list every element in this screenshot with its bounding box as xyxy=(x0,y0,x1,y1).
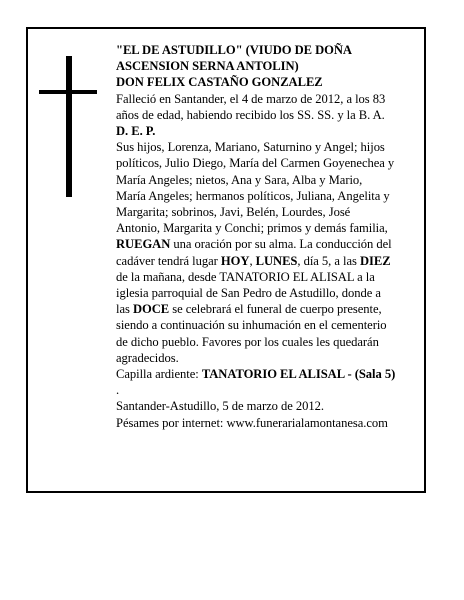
comma-sep: , xyxy=(249,253,256,268)
closing-line-2: de dicho pueblo. Favores por los cuales les quedarán xyxy=(116,334,379,349)
las-text: las xyxy=(116,302,133,317)
family-line-4: María Angeles; hermanos políticos, Juliana, Angelita y xyxy=(116,188,390,203)
death-statement xyxy=(116,91,422,123)
obituary-frame xyxy=(26,27,426,493)
pesames-line: Pésames por internet: www.funerarialamontanesa.com xyxy=(116,415,388,430)
closing-line-1: siendo a continuación su inhumación en el cementerio xyxy=(116,318,387,333)
family-line-2: políticos, Julio Diego, María del Carmen Goyenechea y xyxy=(116,156,395,171)
dia-text: , día 5, a las xyxy=(297,253,360,268)
family-line-3: María Angeles; nietos, Ana y Sara, Alba y Mario, xyxy=(116,172,363,187)
death-line-1: Falleció en Santander, el 4 de marzo de 2012, a los 83 xyxy=(116,91,386,106)
family-line-6: Antonio, Margarita y Conchi; primos y demás familia, xyxy=(116,221,388,236)
capilla-paragraph xyxy=(116,366,422,398)
capilla-dot: . xyxy=(116,383,120,398)
lunes-word: LUNES xyxy=(255,253,298,268)
deceased-name: DON FELIX CASTAÑO GONZALEZ xyxy=(116,75,323,90)
ruegan-word: RUEGAN xyxy=(116,237,171,252)
obituary-header xyxy=(116,42,422,91)
header-line-1: "EL DE ASTUDILLO" (VIUDO DE DOÑA xyxy=(116,43,352,57)
closing-line-3: agradecidos. xyxy=(116,350,179,365)
family-line-1: Sus hijos, Lorenza, Mariano, Saturnino y Angel; hijos xyxy=(116,140,385,155)
header-line-2: ASCENSION SERNA ANTOLIN) xyxy=(116,59,299,74)
doce-rest: se celebrará el funeral de cuerpo presente, xyxy=(169,302,382,317)
capilla-value: TANATORIO EL ALISAL - (Sala 5) xyxy=(201,367,396,382)
diez-word: DIEZ xyxy=(359,253,391,268)
ruegan-rest: una oración por su alma. La conducción del xyxy=(170,237,392,252)
conduction-line xyxy=(116,253,422,269)
dep-heading: D. E. P. xyxy=(116,124,156,139)
cross-arm xyxy=(39,90,97,94)
capilla-line xyxy=(116,366,422,382)
family-paragraph xyxy=(116,139,422,366)
place-date: Santander-Astudillo, 5 de marzo de 2012. xyxy=(116,399,324,414)
obituary-text xyxy=(116,42,422,431)
family-line-5: Margarita; sobrinos, Javi, Belén, Lourdes, José xyxy=(116,205,351,220)
morning-line-1: de la mañana, desde TANATORIO EL ALISAL a la xyxy=(116,269,375,284)
cross-icon xyxy=(66,56,72,197)
conduction-text: cadáver tendrá lugar xyxy=(116,253,221,268)
death-line-2: años de edad, habiendo recibido los SS. SS. y la B. A. xyxy=(116,107,385,122)
doce-line xyxy=(116,301,422,317)
doce-word: DOCE xyxy=(132,302,170,317)
capilla-label: Capilla ardiente: xyxy=(116,367,202,382)
ruegan-line xyxy=(116,236,422,252)
morning-line-2: iglesia parroquial de San Pedro de Astudillo, donde a xyxy=(116,286,381,301)
hoy-word: HOY xyxy=(220,253,250,268)
